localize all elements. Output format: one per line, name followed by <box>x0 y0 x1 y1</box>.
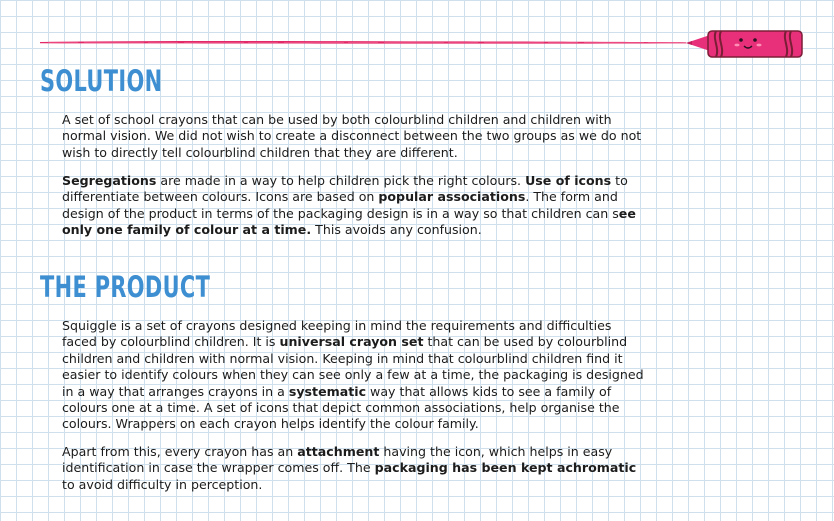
solution-paragraph-2 <box>62 173 647 239</box>
product-heading: THE PRODUCT <box>40 270 211 304</box>
bold-attachment: attachment <box>297 444 380 459</box>
bold-use-of-icons: Use of icons <box>525 173 612 188</box>
solution-paragraph-1: A set of school crayons that can be used by both colourblind children and children with normal vision. We did not wish to create a disconnect between the two groups as we do not wish to directly tell colourblind children that they are different. <box>62 112 642 160</box>
crayon-mascot-icon <box>684 26 804 62</box>
text-run: Apart from this, every crayon has an <box>62 444 298 459</box>
text-run: to avoid difficulty in perception. <box>62 476 263 492</box>
text-run: to differentiate between colours. Icons are based on <box>62 173 628 205</box>
crayon-scribble-line <box>38 39 688 45</box>
text-run: are made in a way to help children pick the right colours. <box>156 173 526 188</box>
product-paragraph-2 <box>62 444 647 493</box>
bold-universal-crayon-set: universal crayon set <box>279 334 424 350</box>
text-run: having the icon, which helps in easy identification in case the wrapper comes off. The <box>62 444 613 476</box>
bold-systematic: systematic <box>288 383 367 399</box>
bold-popular-associations: popular associations <box>378 189 526 205</box>
solution-heading: SOLUTION <box>40 64 163 98</box>
bold-one-family: ee only one family of colour at a time. <box>62 205 636 238</box>
text-run: that can be used by colourblind children and children with normal vision. Keeping in mind that colourblind children find it easier to identify colours when they can see only a few at a time, the packaging is designed in a way that arranges crayons in a <box>62 334 644 399</box>
text-run: This avoids any confusion. <box>311 222 482 238</box>
product-paragraph-1 <box>62 318 647 433</box>
bold-segregations: Segregations <box>62 173 157 188</box>
text-run: Squiggle is a set of crayons designed keeping in mind the requirements and difficulties faced by colourblind children. It is <box>62 318 612 350</box>
text-run: way that allows kids to see a family of colours one at a time. A set of icons that depict common associations, help organise the colours. Wrappers on each crayon helps identify the colour family. <box>62 383 620 432</box>
bold-packaging-achromatic: packaging has been kept achromatic <box>374 460 637 476</box>
text-run: . The form and design of the product in terms of the packaging design is in a way so that children can s <box>62 189 619 221</box>
